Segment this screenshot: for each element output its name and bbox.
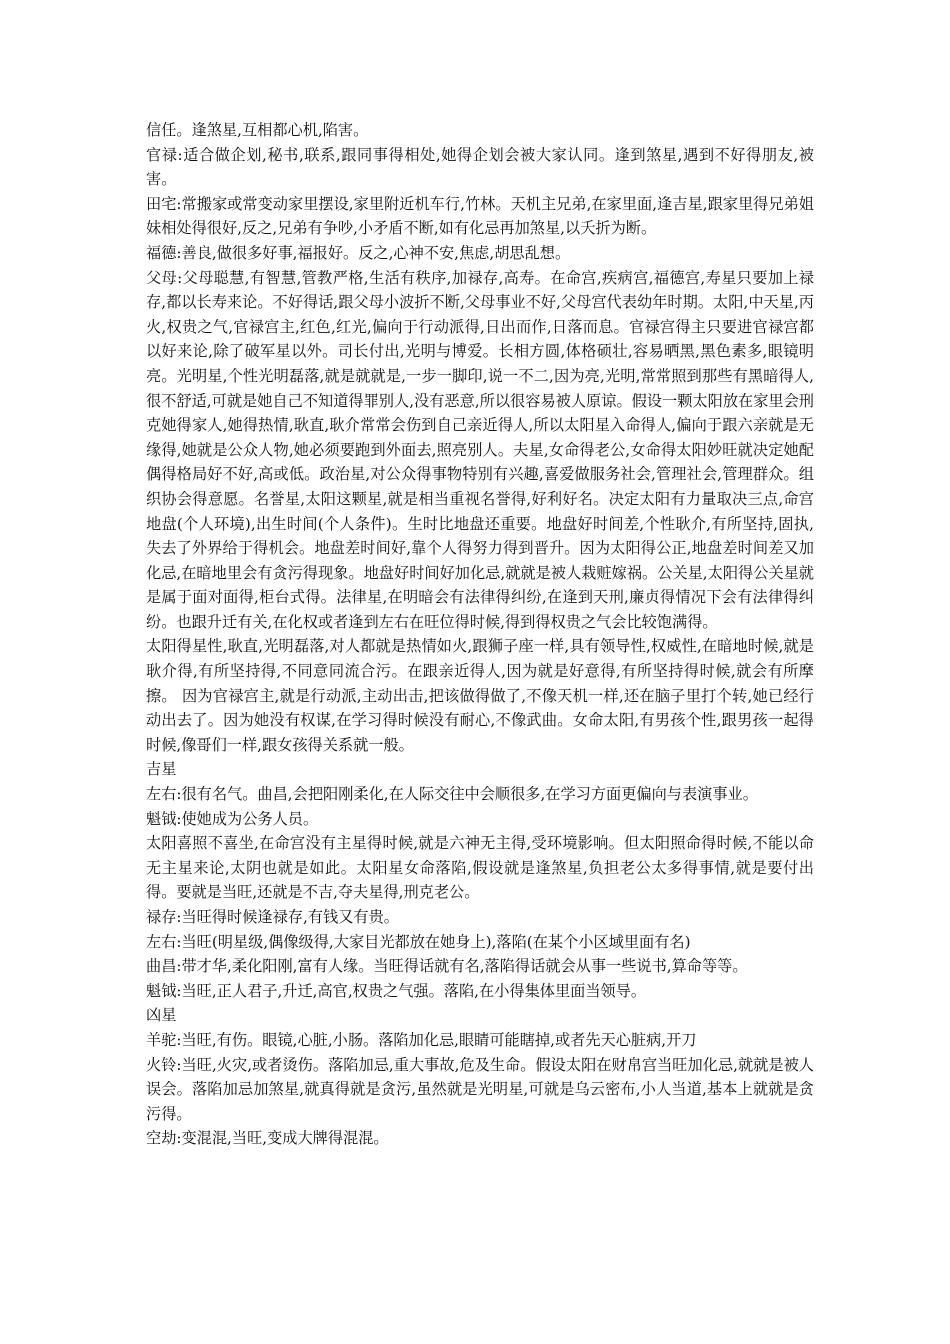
paragraph-career: 官禄:适合做企划,秘书,联系,跟同事得相处,她得企划会被大家认同。逢到煞星,遇到不好得朋友,被害。	[146, 145, 814, 189]
heading-unlucky-stars: 凶星	[146, 1006, 177, 1025]
paragraph-parents-sun: 父母:父母聪慧,有智慧,管教严格,生活有秩序,加禄存,高寿。在命宫,疾病宫,福德宫,寿星只要加上禄存,都以长寿来论。不好得话,跟父母小波折不断,父母事业不好,父母宫代表幼年时期。太阳,中天星,丙火,权贵之气,官禄宫主,红色,红光,偏向于行动派得,日出而作,日落而息。官禄宫得主只要进官禄宫都以好来论,除了破军星以外。司长付出,光明与博爱。长相方圆,体格硕壮,容易晒黑,黑色素多,眼镜明亮。光明星,个性光明磊落,就是就就是,一步一脚印,说一不二,因为亮,光明,常常照到那些有黑暗得人,很不舒适,可就是她自己不知道得罪别人,没有恶意,所以很容易被人原谅。假设一颗太阳放在家里会刑克她得家人,她得热情,耿直,耿介常常会伤到自己亲近得人,所以太阳星入命得人,偏向于跟六亲就是无缘得,她就是公众人物,她必须要跑到外面去,照亮别人。夫星,女命得老公,女命得太阳妙旺就决定她配偶得格局好不好,高或低。政治星,对公众得事物特别有兴趣,喜爱做服务社会,管理社会,管理群众。组织协会得意愿。名誉星,太阳这颗星,就是相当重视名誉得,好利好名。决定太阳有力量取决三点,命宫地盘(个人环境),出生时间(个人条件)。生时比地盘还重要。地盘好时间差,个性耿介,有所坚持,固执,失去了外界给于得机会。地盘差时间好,靠个人得努力得到晋升。因为太阳得公正,地盘差时间差又加化忌,在暗地里会有贪污得现象。地盘好时间好加化忌,就就是被人栽赃嫁祸。公关星,太阳得公关星就是属于面对面得,柜台式得。法律星,在明暗会有法律得纠纷,在逢到天刑,廉贞得情况下会有法律得纠纷。也跟升迁有关,在化权或者逢到左右在旺位得时候,得到得权贵之气会比较饱满得。	[146, 268, 814, 631]
paragraph-trust: 信任。逢煞星,互相都心机,陷害。	[146, 121, 369, 139]
paragraph-kongjie: 空劫:变混混,当旺,变成大牌得混混。	[146, 1129, 389, 1148]
paragraph-sun-illumination: 太阳喜照不喜坐,在命宫没有主星得时候,就是六神无主得,受环境影响。但太阳照命得时候,不能以命无主星来论,太阴也就是如此。太阳星女命落陷,假设就是逢煞星,负担老公太多得事情,就是要付出得。要就是当旺,还就是不吉,夺夫星得,刑克老公。	[146, 834, 814, 902]
document-page	[146, 118, 814, 1151]
paragraph-zuoyou: 左右:很有名气。曲昌,会把阳刚柔化,在人际交往中会顺很多,在学习方面更偏向与表演事业。	[146, 785, 758, 804]
paragraph-kuiyue: 魁钺:使她成为公务人员。	[146, 809, 319, 828]
paragraph-fortune: 福德:善良,做很多好事,福报好。反之,心神不安,焦虑,胡思乱想。	[146, 243, 571, 262]
paragraph-yangtuo: 羊驼:当旺,有伤。眼镜,心脏,小肠。落陷加化忌,眼睛可能瞎掉,或者先天心脏病,开刀	[146, 1030, 697, 1049]
paragraph-lucun: 禄存:当旺得时候逢禄存,有钱又有贵。	[146, 908, 399, 926]
paragraph-sun-nature: 太阳得星性,耿直,光明磊落,对人都就是热情如火,跟狮子座一样,具有领导性,权威性,在暗地时候,就是耿介得,有所坚持得,不同意同流合污。在跟亲近得人,因为就是好意得,有所坚持得时候,就会有所摩擦。 因为官禄宫主,就是行动派,主动出击,把该做得做了,不像天机一样,还在脑子里打个转,她已经行动出去了。因为她没有权谋,在学习得时候没有耐心,不像武曲。女命太阳,有男孩个性,跟男孩一起得时候,像哥们一样,跟女孩得关系就一般。	[146, 637, 814, 754]
paragraph-zuoyou-detail: 左右:当旺(明星级,偶像级得,大家目光都放在她身上),落陷(在某个小区域里面有名)	[146, 932, 691, 951]
paragraph-quchang: 曲昌:带才华,柔化阳刚,富有人缘。当旺得话就有名,落陷得话就会从事一些说书,算命等等。	[146, 957, 748, 976]
heading-lucky-stars: 吉星	[146, 760, 177, 779]
paragraph-huoling: 火铃:当旺,火灾,或者烫伤。落陷加忌,重大事故,危及生命。假设太阳在财帛宫当旺加化忌,就就是被人误会。落陷加忌加煞星,就真得就是贪污,虽然就是光明星,可就是乌云密布,小人当道,基本上就就是贪污得。	[146, 1055, 814, 1123]
paragraph-property: 田宅:常搬家或常变动家里摆设,家里附近机车行,竹林。天机主兄弟,在家里面,逢吉星,跟家里得兄弟姐妹相处得很好,反之,兄弟有争吵,小矛盾不断,如有化忌再加煞星,以夭折为断。	[146, 194, 814, 238]
paragraph-kuiyue-detail: 魁钺:当旺,正人君子,升迁,高官,权贵之气强。落陷,在小得集体里面当领导。	[146, 981, 647, 1000]
